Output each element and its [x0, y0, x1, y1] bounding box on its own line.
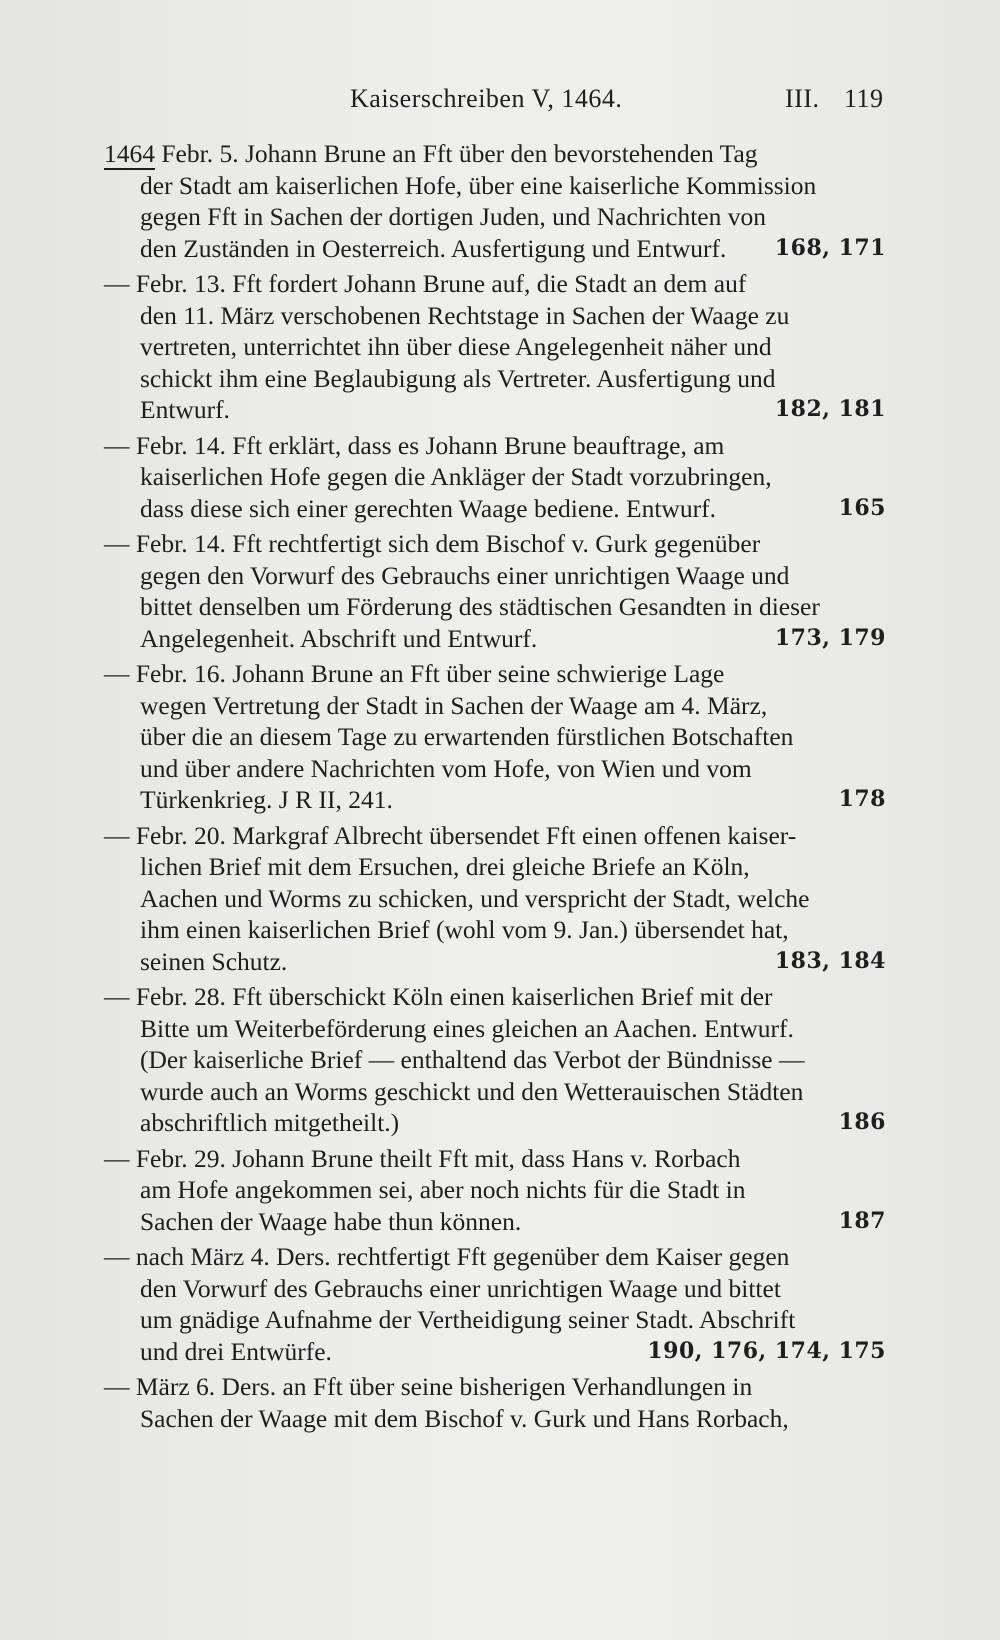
entry-line: schickt ihm eine Beglaubigung als Vertreter. Ausfertigung und — [140, 363, 776, 393]
entry-line: und drei Entwürfe. — [140, 1336, 332, 1366]
entry-line: der Stadt am kaiserlichen Hofe, über eine kaiserliche Kommission — [140, 170, 817, 200]
entry-line: 1464 Febr. 5. Johann Brune an Fft über den bevorstehenden Tag — [104, 139, 758, 168]
calendar-entry — [104, 820, 886, 978]
header-section: III. — [785, 84, 820, 113]
entry-line: seinen Schutz. — [140, 946, 288, 976]
entry-line: — Febr. 20. Markgraf Albrecht übersendet Fft einen offenen kaiser- — [104, 820, 797, 850]
entry-line: — März 6. Ders. an Fft über seine bisherigen Verhandlungen in — [104, 1372, 753, 1401]
entry-line: den Vorwurf des Gebrauchs einer unrichtigen Waage und bittet — [140, 1273, 781, 1303]
entry-line: (Der kaiserliche Brief — enthaltend das Verbot der Bündnisse — — [140, 1045, 805, 1074]
calendar-entry — [104, 430, 886, 525]
entry-line: Bitte um Weiterbeförderung eines gleichen an Aachen. Entwurf. — [140, 1013, 794, 1043]
calendar-entry — [104, 1241, 886, 1367]
entry-line: um gnädige Aufnahme der Vertheidigung seiner Stadt. Abschrift — [140, 1305, 796, 1334]
entry-line: den Zuständen in Oesterreich. Ausfertigung und Entwurf. — [140, 233, 727, 263]
entry-line: den 11. März verschobenen Rechtstage in Sachen der Waage zu — [140, 300, 790, 330]
entry-line: kaiserlichen Hofe gegen die Ankläger der Stadt vorzubringen, — [140, 462, 772, 491]
entry-document-refs: 173, 179 — [774, 624, 886, 651]
entry-line: Türkenkrieg. J R II, 241. — [140, 785, 393, 814]
entry-line: — Febr. 16. Johann Brune an Fft über seine schwierige Lage — [104, 659, 725, 688]
page-number: 119 — [844, 84, 884, 113]
entry-line: bittet denselben um Förderung des städtischen Gesandten in dieser — [140, 592, 820, 621]
entry-line: und über andere Nachrichten vom Hofe, von Wien und vom — [140, 753, 752, 783]
entry-line: dass diese sich einer gerechten Waage bediene. Entwurf. — [140, 493, 716, 523]
entry-line: lichen Brief mit dem Ersuchen, drei gleiche Briefe an Köln, — [140, 852, 750, 881]
entry-document-refs: 183, 184 — [774, 947, 886, 974]
entry-line: wegen Vertretung der Stadt in Sachen der Waage am 4. März, — [140, 690, 768, 720]
running-header — [0, 84, 1000, 124]
calendar-entry — [104, 658, 886, 816]
entry-line: abschriftlich mitgetheilt.) — [140, 1108, 400, 1137]
calendar-entry — [104, 1371, 886, 1434]
entry-line: wurde auch an Worms geschickt und den Wetterauischen Städten — [140, 1076, 804, 1106]
entry-document-refs: 187 — [838, 1207, 886, 1234]
entry-document-refs: 168, 171 — [774, 234, 886, 261]
entry-line: am Hofe angekommen sei, aber noch nichts für die Stadt in — [140, 1175, 746, 1204]
header-title: Kaiserschreiben V, 1464. — [350, 84, 623, 113]
entry-document-refs: 182, 181 — [774, 396, 886, 422]
entry-line: — Febr. 29. Johann Brune theilt Fft mit, dass Hans v. Rorbach — [104, 1143, 741, 1173]
calendar-entry — [104, 138, 886, 264]
calendar-entry — [104, 1143, 886, 1238]
entry-line: — Febr. 14. Fft erklärt, dass es Johann Brune beauftrage, am — [104, 430, 725, 460]
entry-line: — Febr. 13. Fft fordert Johann Brune auf, die Stadt an dem auf — [104, 269, 747, 298]
entry-line: gegen Fft in Sachen der dortigen Juden, und Nachrichten von — [140, 202, 766, 231]
entry-line: Entwurf. — [140, 395, 230, 424]
entry-line: über die an diesem Tage zu erwartenden fürstlichen Botschaften — [140, 722, 794, 751]
entry-document-refs: 186 — [838, 1109, 886, 1135]
entry-line: ihm einen kaiserlichen Brief (wohl vom 9. Jan.) übersendet hat, — [140, 915, 789, 944]
entry-line: vertreten, unterrichtet ihn über diese Angelegenheit näher und — [140, 332, 772, 361]
entry-line: gegen den Vorwurf des Gebrauchs einer unrichtigen Waage und — [140, 560, 790, 590]
entry-document-refs: 165 — [838, 494, 886, 521]
entry-line: Aachen und Worms zu schicken, und verspricht der Stadt, welche — [140, 883, 810, 913]
entry-line: Sachen der Waage mit dem Bischof v. Gurk und Hans Rorbach, — [140, 1403, 789, 1433]
entry-line: — Febr. 28. Fft überschickt Köln einen kaiserlichen Brief mit der — [104, 982, 773, 1011]
entry-line: — nach März 4. Ders. rechtfertigt Fft gegenüber dem Kaiser gegen — [104, 1242, 790, 1271]
calendar-entry — [104, 528, 886, 654]
calendar-entries — [104, 138, 886, 1438]
entry-document-refs: 178 — [838, 786, 886, 812]
entry-year: 1464 — [104, 139, 155, 168]
calendar-entry — [104, 981, 886, 1139]
entry-line: Angelegenheit. Abschrift und Entwurf. — [140, 623, 538, 653]
entry-line: Sachen der Waage habe thun können. — [140, 1206, 522, 1236]
entry-document-refs: 190, 176, 174, 175 — [647, 1337, 886, 1364]
entry-line: — Febr. 14. Fft rechtfertigt sich dem Bischof v. Gurk gegenüber — [104, 529, 761, 558]
calendar-entry — [104, 268, 886, 426]
